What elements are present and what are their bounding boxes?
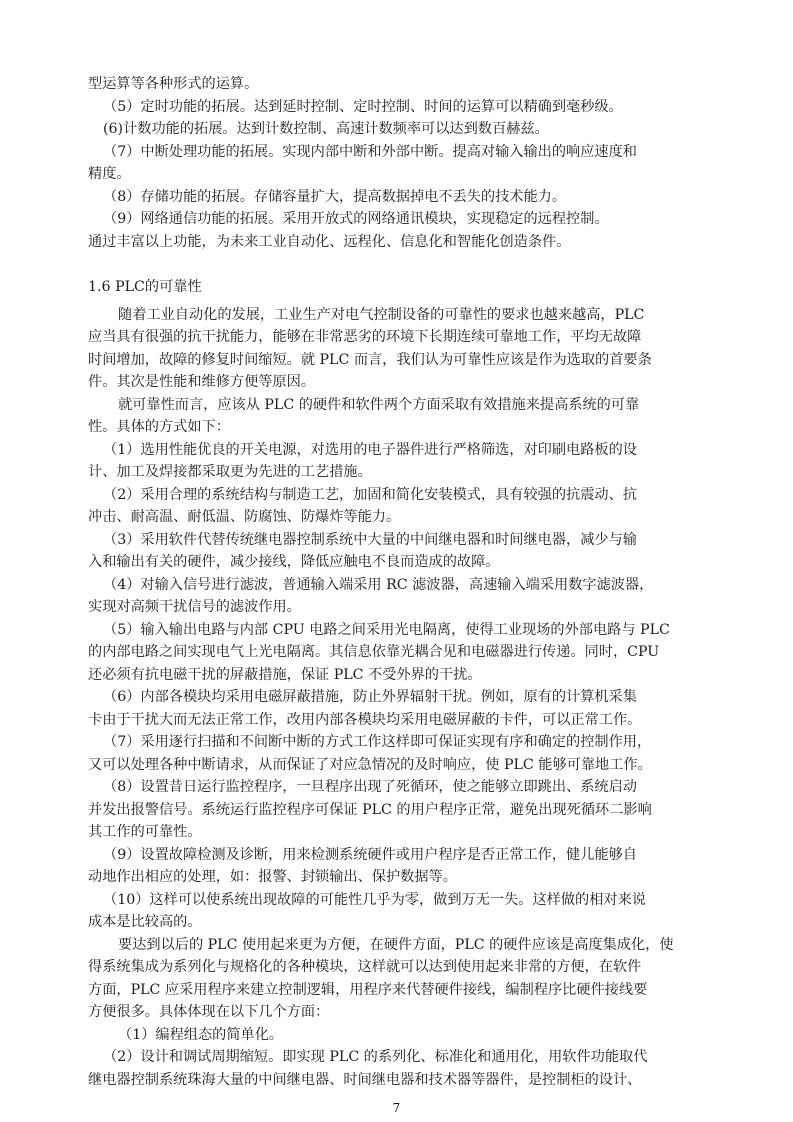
text-line: （8）存储功能的拓展。存储容量扩大，提高数据掉电不丢失的技术能力。: [103, 189, 567, 205]
text-line: (6)计数功能的拓展。达到计数控制、高速计数频率可以达到数百赫兹。: [103, 121, 549, 137]
text-line: 并发出报警信号。系统运行监控程序可保证 PLC 的用户程序正常，避免出现死循环二影响: [88, 802, 652, 818]
text-line: （2）采用合理的系统结构与制造工艺，加固和简化安装模式，具有较强的抗震动、抗: [103, 487, 637, 503]
text-line: 其工作的可靠性。: [88, 824, 202, 840]
text-line: 冲击、耐高温、耐低温、防腐蚀、防爆炸等能力。: [88, 509, 401, 525]
text-line: （9）设置故障检测及诊断，用来检测系统硬件或用户程序是否正常工作，健儿能够自: [103, 847, 637, 863]
page-number: 7: [392, 1101, 401, 1115]
text-line: （1）选用性能优良的开关电源，对选用的电子器件进行严格筛选，对印刷电路板的设: [103, 442, 637, 458]
text-line: 入和输出有关的硬件，减少接线，降低应触电不良而造成的故障。: [88, 554, 500, 570]
text-line: 随着工业自动化的发展，工业生产对电气控制设备的可靠性的要求也越来越高，PLC: [118, 307, 645, 323]
text-line: 成本是比较高的。: [88, 914, 202, 930]
text-line: 性。具体的方式如下：: [88, 419, 230, 435]
text-line: （4）对输入信号进行滤波，普通输入端采用 RC 滤波器，高速输入端采用数字滤波器，: [103, 577, 654, 593]
text-line: 又可以处理各种中断请求，从而保证了对应急情况的及时响应，使 PLC 能够可靠地工作。: [88, 757, 652, 773]
text-line: （2）设计和调试周期缩短。即实现 PLC 的系列化、标准化和通用化，用软件功能取代: [103, 1049, 648, 1065]
text-line: （8）设置昔日运行监控程序，一旦程序出现了死循环，使之能够立即跳出、系统启动: [103, 779, 637, 795]
text-line: 要达到以后的 PLC 使用起来更为方便，在硬件方面，PLC 的硬件应该是高度集成化，使: [118, 937, 674, 953]
section-heading: 1.6 PLC的可靠性: [88, 279, 202, 295]
text-line: 应当具有很强的抗干扰能力，能够在非常恶劣的环境下长期连续可靠地工作，平均无故障: [88, 329, 642, 345]
text-line: （7）中断处理功能的拓展。实现内部中断和外部中断。提高对输入输出的响应速度和: [103, 144, 637, 160]
text-line: 得系统集成为系列化与规格化的各种模块，这样就可以达到使用起来非常的方便，在软件: [88, 959, 642, 975]
text-line: 件。其次是性能和维修方便等原因。: [88, 374, 316, 390]
text-line: （9）网络通信功能的拓展。采用开放式的网络通讯模块，实现稳定的远程控制。: [103, 211, 609, 227]
text-line: 实现对高频干扰信号的滤波作用。: [88, 599, 301, 615]
text-line: 通过丰富以上功能，为未来工业自动化、远程化、信息化和智能化创造条件。: [88, 234, 571, 250]
text-line: 时间增加，故障的修复时间缩短。就 PLC 而言，我们认为可靠性应该是作为选取的首要条: [88, 352, 652, 368]
text-line: 就可靠性而言，应该从 PLC 的硬件和软件两个方面采取有效措施来提高系统的可靠: [118, 397, 640, 413]
text-line: 方便很多。具体体现在以下几个方面：: [88, 1004, 330, 1020]
text-line: （1）编程组态的简单化。: [118, 1027, 284, 1043]
text-line: 计、加工及焊接都采取更为先进的工艺措施。: [88, 464, 372, 480]
text-line: （10）这样可以使系统出现故障的可能性几乎为零，做到万无一失。这样做的相对来说: [103, 892, 646, 908]
text-line: 卡由于干扰大而无法正常工作，改用内部各模块均采用电磁屏蔽的卡件，可以正常工作。: [88, 712, 642, 728]
text-line: 继电器控制系统珠海大量的中间继电器、时间继电器和技术器等器件，是控制柜的设计、: [88, 1072, 642, 1088]
text-line: （7）采用逐行扫描和不间断中断的方式工作这样即可保证实现有序和确定的控制作用，: [103, 734, 652, 750]
text-line: 型运算等各种形式的运算。: [88, 76, 259, 92]
text-line: （5）定时功能的拓展。达到延时控制、定时控制、时间的运算可以精确到毫秒级。: [103, 99, 623, 115]
text-line: 还必须有抗电磁干扰的屏蔽措施，保证 PLC 不受外界的干扰。: [88, 667, 482, 683]
text-line: （6）内部各模块均采用电磁屏蔽措施，防止外界辐射干扰。例如，原有的计算机采集: [103, 689, 637, 705]
text-line: 动地作出相应的处理，如：报警、封锁输出、保护数据等。: [88, 869, 457, 885]
text-line: （5）输入输出电路与内部 CPU 电路之间采用光电隔离，使得工业现场的外部电路与 PLC: [103, 622, 670, 638]
text-line: 方面，PLC 应采用程序来建立控制逻辑，用程序来代替硬件接线，编制程序比硬件接线要: [88, 982, 648, 998]
text-line: 精度。: [88, 166, 131, 182]
text-line: （3）采用软件代替传统继电器控制系统中大量的中间继电器和时间继电器，减少与输: [103, 532, 637, 548]
text-line: 的内部电路之间实现电气上光电隔离。其信息依靠光耦合见和电磁器进行传递。同时，CPU: [88, 644, 660, 660]
